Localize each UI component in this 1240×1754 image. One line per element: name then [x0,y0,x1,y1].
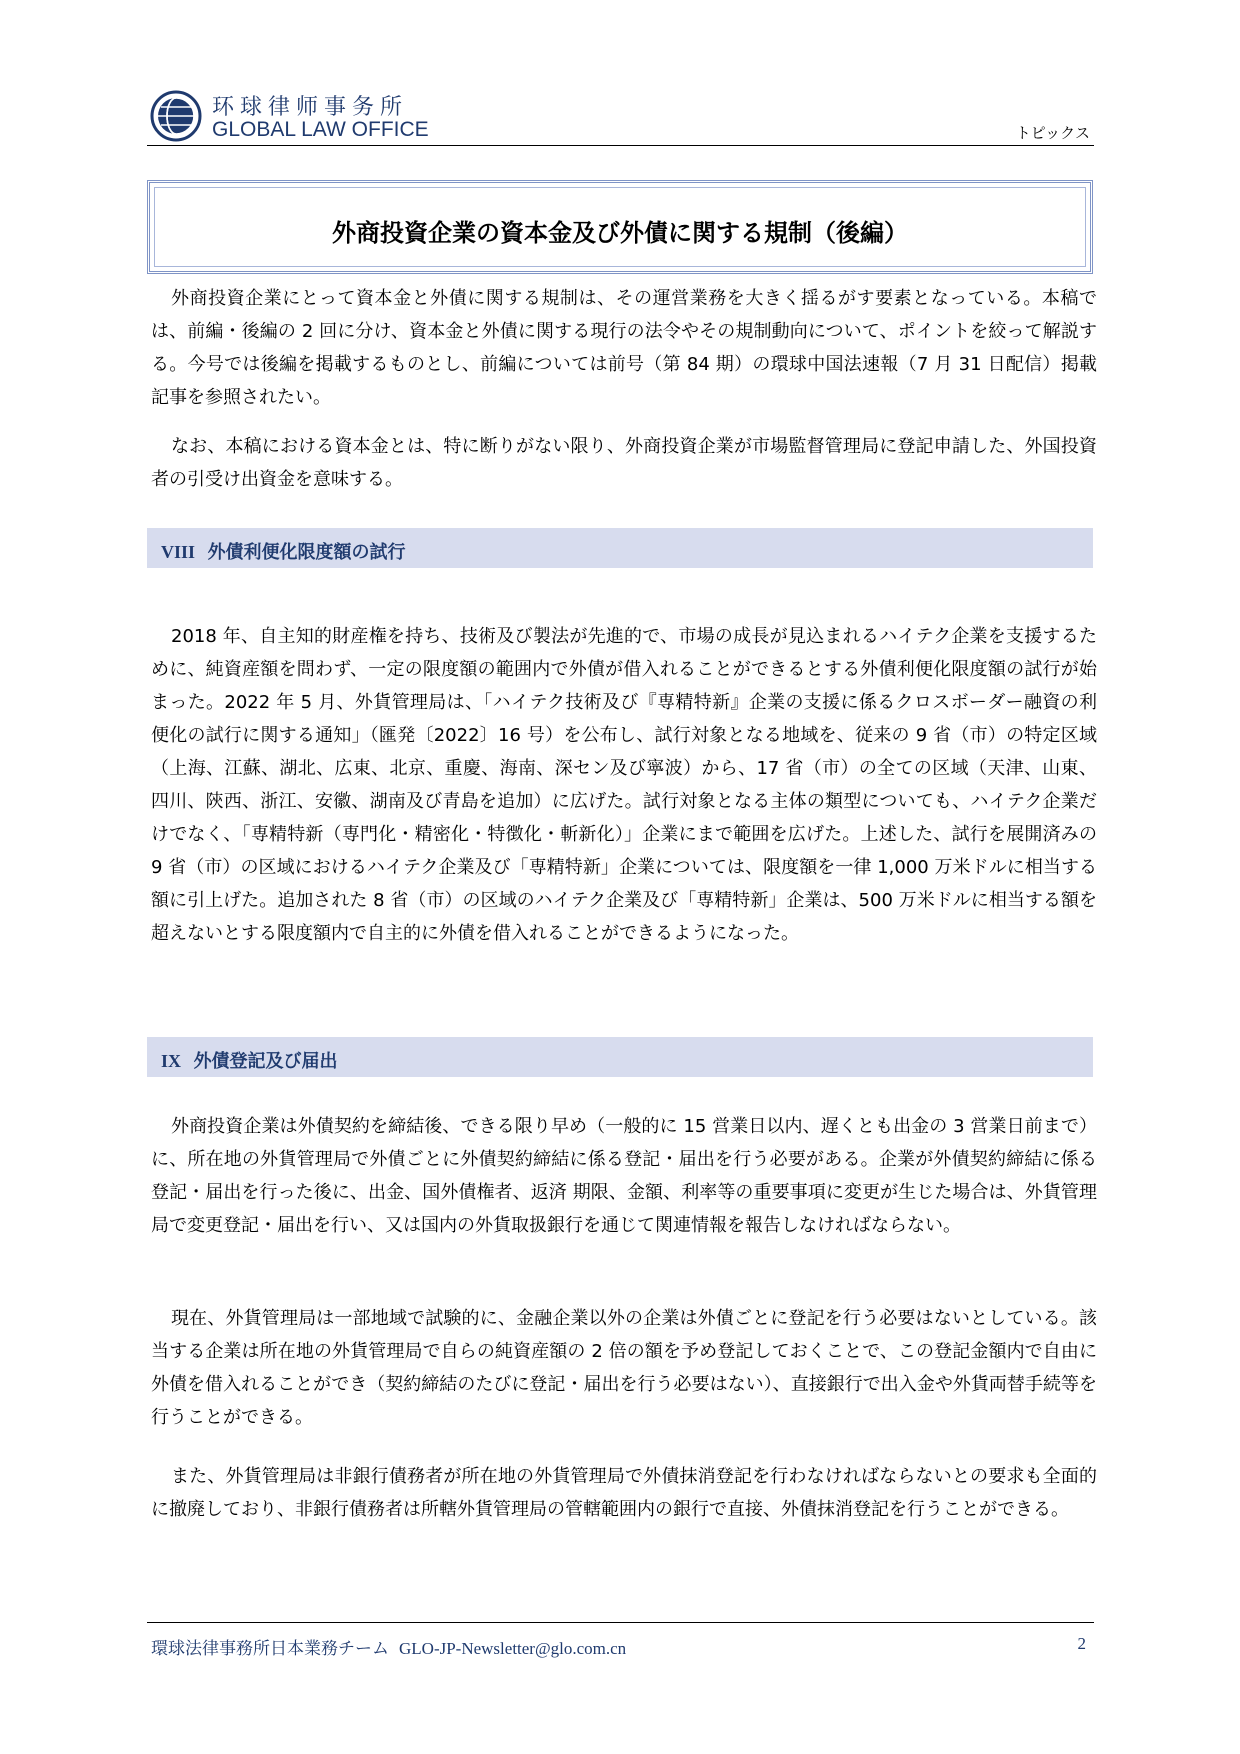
section-title: 外債登記及び届出 [193,1051,338,1072]
section-title: 外債利便化限度額の試行 [207,542,406,563]
footer-email[interactable]: GLO-JP-Newsletter@glo.com.cn [399,1639,627,1658]
intro-paragraph: なお、本稿における資本金とは、特に断りがない限り、外商投資企業が市場監督管理局に登記申請した、外国投資者の引受け出資金を意味する。 [151,436,1097,490]
footer-divider [147,1622,1094,1623]
logo-english-name: GLOBAL LAW OFFICE [212,118,429,141]
title-box [147,180,1093,274]
body-paragraph: 2018 年、自主知的財産権を持ち、技術及び製法が先進的で、市場の成長が見込まれるハイテク企業を支援するために、純資産額を問わず、一定の限度額の範囲内で外債が借入れることができるとする外債利便化限度額の試行が始まった。2022 年 5 月、外貨管理局は、「ハイテク技術及び『専精特新』企業の支援に係るクロスボーダー融資の利便化の試行に関する通知」（匯発〔2022〕16 号）を公布し、試行対象となる地域を、従来の 9 省（市）の特定区域（上海、江蘇、湖北、広東、北京、重慶、海南、深セン及び寧波）から、17 省（市）の全ての区域（天津、山東、四川、陝西、浙江、安徽、湖南及び青島を追加）に広げた。試行対象となる主体の類型についても、ハイテク企業だけでなく、「専精特新（専門化・精密化・特徴化・斬新化）」企業にまで範囲を広げた。上述した、試行を展開済みの 9 省（市）の区域におけるハイテク企業及び「専精特新」企業については、限度額を一律 1,000 万米ドルに相当する額に引上げた。追加された 8 省（市）の区域のハイテク企業及び「専精特新」企業は、500 万米ドルに相当する額を超えないとする限度額内で自主的に外債を借入れることができるようになった。 [151,626,1097,944]
section-heading [147,1037,1093,1077]
body-paragraph: また、外貨管理局は非銀行債務者が所在地の外貨管理局で外債抹消登記を行わなければならないとの要求も全面的に撤廃しており、非銀行債務者は所轄外貨管理局の管轄範囲内の銀行で直接、外債抹消登記を行うことができる。 [151,1466,1097,1520]
page-title: 外商投資企業の資本金及び外債に関する規制（後編） [332,219,908,247]
header-divider [147,145,1094,146]
intro-paragraph: 外商投資企業にとって資本金と外債に関する規制は、その運営業務を大きく揺るがす要素となっている。本稿では、前編・後編の 2 回に分け、資本金と外債に関する現行の法令やその規制動向について、ポイントを絞って解説する。今号では後編を掲載するものとし、前編については前号（第 84 期）の環球中国法速報（7 月 31 日配信）掲載記事を参照されたい。 [151,288,1097,408]
body-paragraph: 現在、外貨管理局は一部地域で試験的に、金融企業以外の企業は外債ごとに登記を行う必要はないとしている。該当する企業は所在地の外貨管理局で自らの純資産額の 2 倍の額を予め登記しておくことで、この登記金額内で自由に外債を借入れることができ（契約締結のたびに登記・届出を行う必要はない）、直接銀行で出入金や外貨両替手続等を行うことができる。 [151,1308,1097,1428]
page-number: 2 [1077,1634,1086,1653]
footer-team: 環球法律事務所日本業務チーム [151,1639,389,1659]
globe-icon [150,90,202,142]
section-heading [147,528,1093,568]
section-number: VIII [161,542,196,562]
topic-label: トピックス [1015,124,1090,142]
firm-logo [150,84,450,150]
body-paragraph: 外商投資企業は外債契約を締結後、できる限り早め（一般的に 15 営業日以内、遅くとも出金の 3 営業日前まで）に、所在地の外貨管理局で外債ごとに外債契約締結に係る登記・届出を行う必要がある。企業が外債契約締結に係る登記・届出を行った後に、出金、国外債権者、返済 期限、金額、利率等の重要事項に変更が生じた場合は、外貨管理局で変更登記・届出を行い、又は国内の外貨取扱銀行を通じて関連情報を報告しなければならない。 [151,1116,1097,1236]
section-number: IX [161,1051,182,1071]
footer-credit [151,1634,626,1659]
logo-chinese-name: 环球律师事务所 [212,95,409,120]
